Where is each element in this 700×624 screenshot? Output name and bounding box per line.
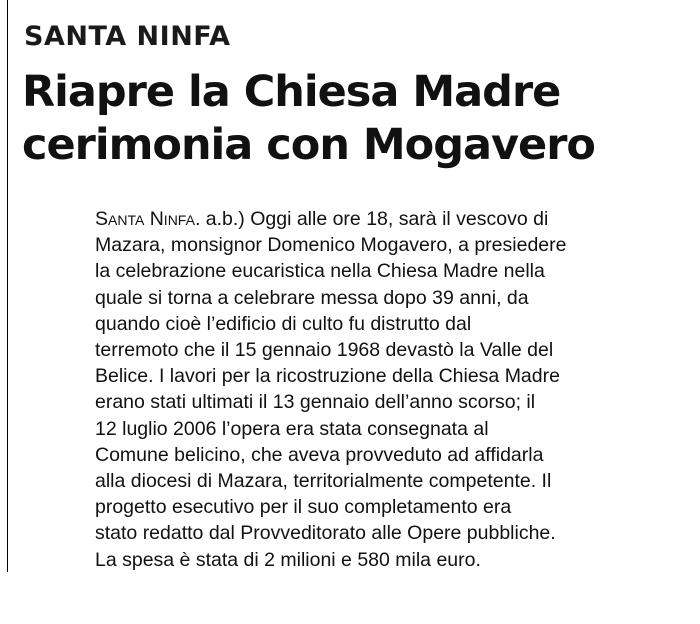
- dateline: Santa Ninfa: [95, 208, 195, 230]
- body-line: 12 luglio 2006 l’opera era stata consegnata al: [95, 417, 489, 440]
- body-line-rest: . a.b.) Oggi alle ore 18, sarà il vescovo di: [194, 208, 549, 230]
- body-line: alla diocesi di Mazara, territorialmente competente. Il: [95, 470, 552, 493]
- body-line: progetto esecutivo per il suo completamento era: [95, 496, 512, 519]
- section-kicker: SANTA NINFA: [24, 21, 231, 52]
- body-line: Mazara, monsignor Domenico Mogavero, a presiedere: [95, 234, 567, 257]
- body-line: La spesa è stata di 2 milioni e 580 mila euro.: [95, 548, 481, 571]
- body-line: erano stati ultimati il 13 gennaio dell’anno scorso; il: [95, 391, 536, 414]
- headline-line: cerimonia con Mogavero: [22, 120, 595, 170]
- article-body: [95, 206, 695, 573]
- body-line: stato redatto dal Provveditorato alle Opere pubbliche.: [95, 522, 556, 545]
- column-rule: [7, 0, 8, 572]
- body-line: la celebrazione eucaristica nella Chiesa Madre nella: [95, 260, 545, 283]
- body-line: [95, 206, 695, 232]
- headline-line: Riapre la Chiesa Madre: [22, 67, 561, 117]
- body-line: Comune belicino, che aveva provveduto ad affidarla: [95, 443, 544, 466]
- body-line: terremoto che il 15 gennaio 1968 devastò la Valle del: [95, 339, 554, 362]
- headline: [22, 66, 692, 172]
- body-line: quando cioè l’edificio di culto fu distrutto dal: [95, 312, 472, 335]
- body-line: quale si torna a celebrare messa dopo 39 anni, da: [95, 286, 529, 309]
- body-line: Belice. I lavori per la ricostruzione della Chiesa Madre: [95, 365, 560, 388]
